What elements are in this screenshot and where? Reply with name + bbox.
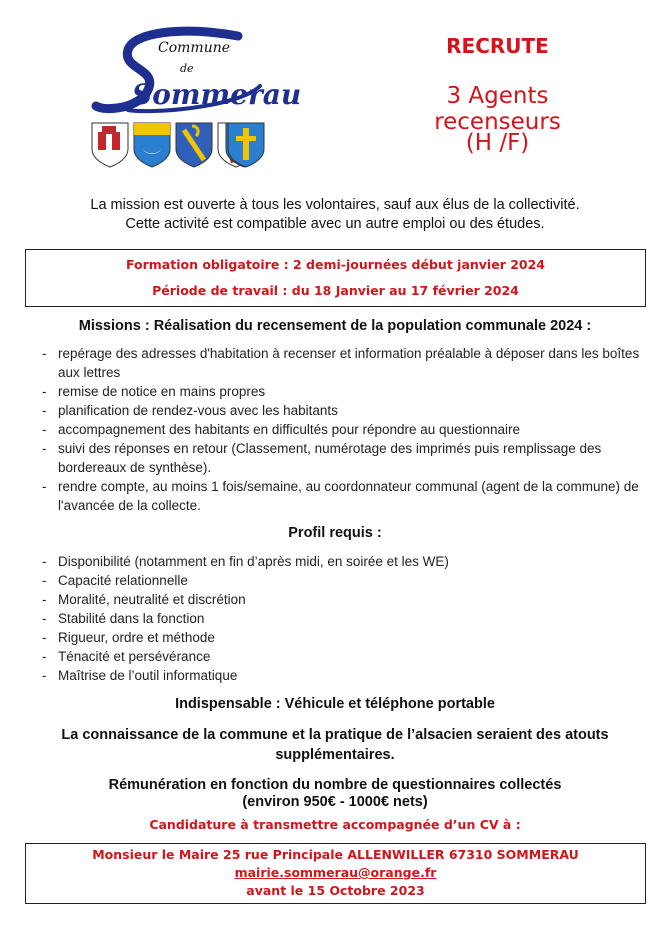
profil-title: Profil requis : — [288, 525, 382, 541]
missions-list — [40, 344, 645, 515]
schedule-box — [25, 249, 646, 307]
list-item: - planification de rendez-vous avec les habitants — [40, 401, 645, 420]
list-item: - rendre compte, au moins 1 fois/semaine, au coordonnateur communal (agent de la commune) de l'avancée de la collecte. — [40, 477, 645, 515]
list-item: - Rigueur, ordre et méthode — [40, 628, 645, 647]
contact-deadline: avant le 15 Octobre 2023 — [246, 883, 425, 898]
logo-name-text: Sommerau — [132, 78, 302, 111]
remuneration-line-2: (environ 950€ - 1000€ nets) — [242, 794, 428, 810]
list-item: - Capacité relationnelle — [40, 571, 645, 590]
atouts-text: La connaissance de la commune et la pratique de l’alsacien seraient des atouts supplémentaires. — [61, 727, 609, 763]
contact-email-link[interactable]: mairie.sommerau@orange.fr — [234, 865, 437, 880]
indispensable-text: Indispensable : Véhicule et téléphone portable — [175, 696, 495, 712]
intro-text — [20, 196, 650, 234]
list-item: - Stabilité dans la fonction — [40, 609, 645, 628]
coat-of-arms-cross-icon — [228, 123, 264, 169]
remuneration-line-1: Rémunération en fonction du nombre de questionnaires collectés — [108, 777, 562, 793]
intro-line-2: Cette activité est compatible avec un autre emploi ou des études. — [125, 216, 545, 232]
candidature-text: Candidature à transmettre accompagnée d’un CV à : — [149, 817, 521, 832]
coat-of-arms-3-icon — [176, 123, 212, 167]
list-item: - suivi des réponses en retour (Classement, numérotage des imprimés puis remplissage des bordereaux de synthèse). — [40, 439, 645, 477]
contact-address: Monsieur le Maire 25 rue Principale ALLENWILLER 67310 SOMMERAU — [92, 847, 579, 862]
list-item: - Disponibilité (notamment en fin d’après midi, en soirée et les WE) — [40, 552, 645, 571]
coat-of-arms-2-icon — [134, 123, 170, 167]
logo-de-text: de — [180, 62, 194, 75]
profil-list — [40, 552, 645, 685]
header-gender: (H /F) — [465, 130, 530, 156]
header-recrute: RECRUTE — [446, 34, 549, 58]
header-agents: 3 Agents recenseurs — [434, 83, 561, 135]
formation-text: Formation obligatoire : 2 demi-journées début janvier 2024 — [125, 257, 545, 272]
contact-box — [25, 843, 646, 904]
list-item: - remise de notice en mains propres — [40, 382, 645, 401]
missions-title: Missions : Réalisation du recensement de la population communale 2024 : — [78, 318, 592, 334]
list-item: - Moralité, neutralité et discrétion — [40, 590, 645, 609]
list-item: - Ténacité et persévérance — [40, 647, 645, 666]
intro-line-1: La mission est ouverte à tous les volontaires, sauf aux élus de la collectivité. — [90, 197, 580, 213]
list-item: - Maîtrise de l’outil informatique — [40, 666, 645, 685]
remuneration-block — [20, 777, 650, 811]
list-item: - accompagnement des habitants en difficultés pour répondre au questionnaire — [40, 420, 645, 439]
logo-commune-text: Commune — [158, 40, 231, 56]
coat-of-arms-1-icon — [92, 123, 128, 167]
periode-text: Période de travail : du 18 Janvier au 17 février 2024 — [152, 283, 519, 298]
list-item: - repérage des adresses d'habitation à recenser et information préalable à déposer dans les boîtes aux lettres — [40, 344, 645, 382]
